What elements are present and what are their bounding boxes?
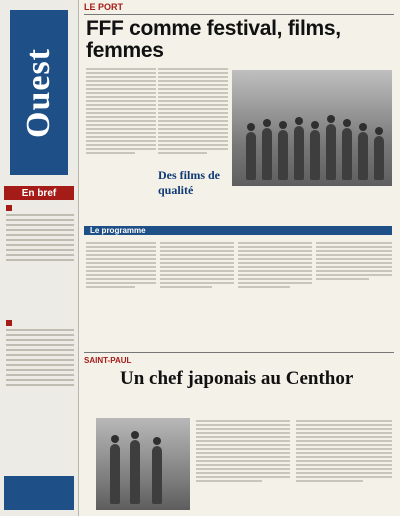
text-line	[6, 234, 74, 236]
article2-col-2	[296, 418, 392, 484]
text-line	[86, 270, 156, 272]
text-line	[86, 72, 156, 74]
text-line	[316, 262, 392, 264]
text-line	[86, 116, 156, 118]
text-line	[296, 456, 392, 458]
text-line	[238, 262, 312, 264]
text-line	[196, 448, 290, 450]
article1-col-1	[86, 66, 156, 156]
text-line	[196, 472, 290, 474]
headline-1: FFF comme festival, films, femmes	[86, 17, 341, 63]
text-line	[296, 448, 392, 450]
text-line	[6, 374, 74, 376]
text-line	[160, 270, 234, 272]
sidebar-block-head	[6, 205, 74, 211]
text-line	[158, 96, 228, 98]
sidebar-block-head	[6, 320, 74, 326]
article1-col-2	[158, 66, 228, 156]
person-figure	[262, 128, 272, 180]
text-line	[238, 278, 312, 280]
text-line	[196, 476, 290, 478]
text-line	[6, 244, 74, 246]
text-line	[86, 100, 156, 102]
text-line	[316, 242, 392, 244]
text-line	[158, 132, 228, 134]
text-line	[158, 88, 228, 90]
text-line	[196, 440, 290, 442]
top-divider	[84, 14, 394, 15]
text-line	[238, 282, 312, 284]
text-line	[6, 354, 74, 356]
text-line	[196, 452, 290, 454]
text-line	[160, 286, 212, 288]
person-figure	[342, 128, 352, 180]
text-line	[196, 464, 290, 466]
text-line	[196, 432, 290, 434]
text-line	[158, 120, 228, 122]
person-figure	[310, 130, 320, 180]
left-sidebar	[0, 0, 79, 516]
text-line	[158, 116, 228, 118]
text-line	[316, 270, 392, 272]
text-line	[296, 428, 392, 430]
text-line	[6, 214, 74, 216]
text-line	[86, 286, 135, 288]
text-line	[238, 266, 312, 268]
text-line	[296, 436, 392, 438]
text-line	[86, 266, 156, 268]
text-line	[86, 148, 156, 150]
text-line	[86, 96, 156, 98]
en-bref-label: En bref	[4, 186, 74, 200]
text-line	[296, 440, 392, 442]
sidebar-block-1	[6, 205, 74, 264]
festival-photo	[232, 70, 392, 186]
text-line	[158, 92, 228, 94]
text-line	[160, 278, 234, 280]
text-line	[6, 219, 74, 221]
text-line	[160, 266, 234, 268]
text-line	[86, 120, 156, 122]
text-line	[86, 262, 156, 264]
text-line	[158, 72, 228, 74]
text-line	[86, 68, 156, 70]
text-line	[86, 274, 156, 276]
text-line	[238, 242, 312, 244]
text-line	[86, 246, 156, 248]
text-line	[86, 108, 156, 110]
text-line	[160, 246, 234, 248]
text-line	[160, 282, 234, 284]
masthead	[10, 10, 68, 175]
text-line	[86, 140, 156, 142]
text-line	[160, 250, 234, 252]
text-line	[6, 384, 74, 386]
person-figure	[326, 124, 336, 180]
text-line	[86, 144, 156, 146]
bullet-icon	[6, 320, 12, 326]
text-line	[86, 132, 156, 134]
text-line	[196, 420, 290, 422]
text-line	[296, 432, 392, 434]
program-col-3	[238, 240, 312, 290]
text-line	[316, 254, 392, 256]
text-line	[6, 224, 74, 226]
text-line	[316, 258, 392, 260]
text-line	[238, 258, 312, 260]
text-line	[296, 420, 392, 422]
text-line	[196, 468, 290, 470]
text-line	[158, 104, 228, 106]
text-line	[86, 136, 156, 138]
text-line	[158, 152, 207, 154]
text-line	[316, 250, 392, 252]
text-line	[86, 112, 156, 114]
text-line	[158, 112, 228, 114]
article2-col-1	[196, 418, 290, 484]
text-line	[6, 259, 74, 261]
program-header: Le programme	[84, 226, 392, 235]
person-figure	[110, 444, 120, 504]
text-line	[6, 239, 74, 241]
text-line	[6, 369, 74, 371]
text-line	[160, 274, 234, 276]
section-tag: LE PORT	[84, 2, 124, 12]
text-line	[158, 128, 228, 130]
bullet-icon	[6, 205, 12, 211]
text-line	[160, 242, 234, 244]
text-line	[86, 278, 156, 280]
text-line	[86, 254, 156, 256]
text-line	[296, 424, 392, 426]
text-line	[238, 246, 312, 248]
text-line	[196, 444, 290, 446]
text-line	[316, 246, 392, 248]
text-line	[296, 452, 392, 454]
text-line	[86, 104, 156, 106]
text-line	[86, 250, 156, 252]
section2-tag: SAINT-PAUL	[84, 356, 132, 365]
program-col-1	[86, 240, 156, 290]
text-line	[158, 148, 228, 150]
text-line	[6, 339, 74, 341]
person-figure	[278, 130, 288, 180]
text-line	[160, 258, 234, 260]
person-figure	[152, 446, 162, 504]
text-line	[296, 464, 392, 466]
text-line	[196, 456, 290, 458]
text-line	[196, 436, 290, 438]
text-line	[86, 282, 156, 284]
text-line	[196, 428, 290, 430]
person-figure	[294, 126, 304, 180]
subscription-box	[4, 476, 74, 510]
text-line	[196, 480, 262, 482]
text-line	[6, 364, 74, 366]
text-line	[86, 84, 156, 86]
text-line	[6, 344, 74, 346]
text-line	[316, 274, 392, 276]
text-line	[86, 242, 156, 244]
text-line	[86, 76, 156, 78]
text-line	[86, 128, 156, 130]
text-line	[316, 278, 369, 280]
text-line	[86, 152, 135, 154]
text-line	[158, 140, 228, 142]
text-line	[6, 229, 74, 231]
text-line	[160, 254, 234, 256]
chef-photo	[96, 418, 190, 510]
text-line	[6, 379, 74, 381]
text-line	[6, 254, 74, 256]
section-divider	[84, 352, 394, 353]
text-line	[6, 329, 74, 331]
text-line	[238, 250, 312, 252]
text-line	[86, 80, 156, 82]
program-col-2	[160, 240, 234, 290]
text-line	[158, 108, 228, 110]
headline-2: Un chef japonais au Centhor	[120, 368, 354, 389]
text-line	[158, 100, 228, 102]
text-line	[160, 262, 234, 264]
text-line	[86, 92, 156, 94]
text-line	[158, 124, 228, 126]
text-line	[196, 460, 290, 462]
text-line	[296, 476, 392, 478]
text-line	[316, 266, 392, 268]
text-line	[86, 124, 156, 126]
text-line	[158, 144, 228, 146]
text-line	[158, 76, 228, 78]
text-line	[296, 468, 392, 470]
text-line	[158, 136, 228, 138]
text-line	[6, 249, 74, 251]
text-line	[296, 472, 392, 474]
program-col-4	[316, 240, 392, 282]
article1-subhead: Des films de qualité	[158, 168, 220, 197]
text-line	[158, 84, 228, 86]
person-figure	[374, 136, 384, 180]
text-line	[196, 424, 290, 426]
person-figure	[246, 132, 256, 180]
text-line	[238, 286, 290, 288]
masthead-title: Ouest	[20, 47, 57, 138]
text-line	[86, 258, 156, 260]
text-line	[296, 480, 363, 482]
person-figure	[358, 132, 368, 180]
text-line	[238, 274, 312, 276]
text-line	[296, 460, 392, 462]
text-line	[158, 68, 228, 70]
text-line	[6, 359, 74, 361]
text-line	[86, 88, 156, 90]
person-figure	[130, 440, 140, 504]
text-line	[6, 349, 74, 351]
text-line	[238, 254, 312, 256]
text-line	[6, 334, 74, 336]
sidebar-block-2	[6, 320, 74, 389]
text-line	[296, 444, 392, 446]
text-line	[238, 270, 312, 272]
text-line	[158, 80, 228, 82]
